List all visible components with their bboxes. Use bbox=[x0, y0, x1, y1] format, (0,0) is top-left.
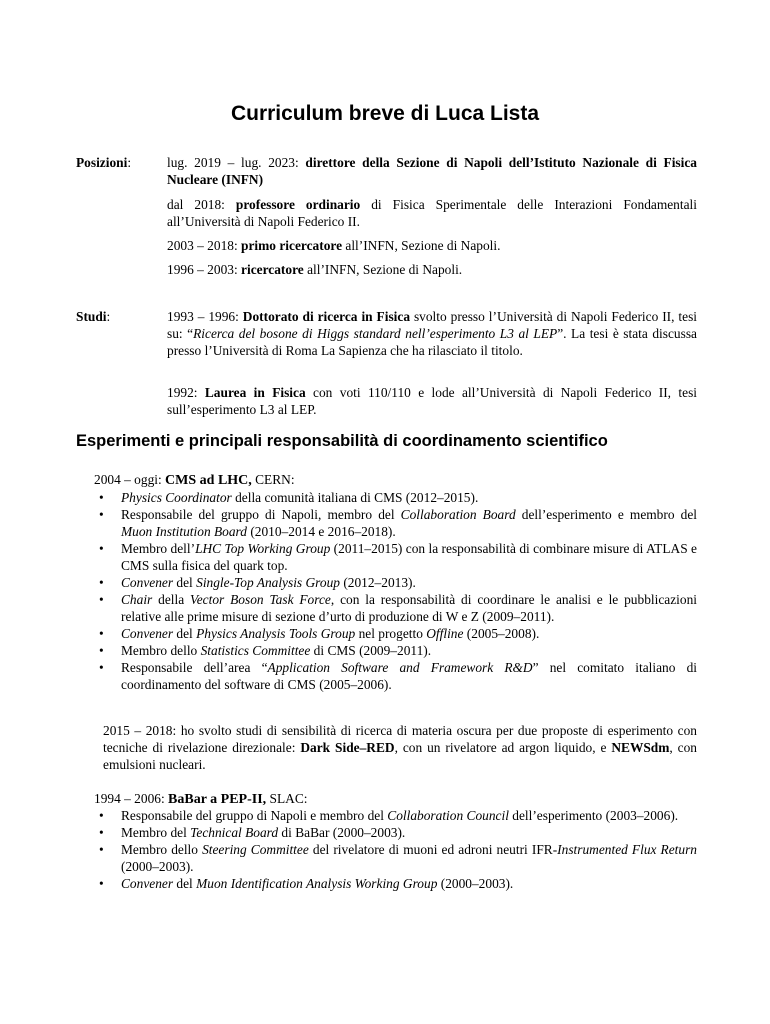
list-item: • Chair della Vector Boson Task Force, con la responsabilità di coordinare le analisi e le pubblicazioni relative alle prime misure di sezione d’urto di produzione di W e Z (2009–2011). bbox=[99, 592, 697, 624]
list-item: • Convener del Muon Identification Analysis Working Group (2000–2003). bbox=[99, 876, 514, 891]
study-entry-phd: 1993 – 1996: Dottorato di ricerca in Fisica svolto presso l’Università di Napoli Federico II, tesi su: “Ricerca del bosone di Higgs standard nell’esperimento L3 al LEP”. La tesi è stata discussa presso l’Università di Roma La Sapienza che ha rilasciato il titolo. bbox=[167, 309, 697, 358]
list-item: • Responsabile dell’area “Application Software and Framework R&D” nel comitato italiano di coordinamento del software di CMS (2005–2006). bbox=[99, 660, 697, 692]
bullet-icon: • bbox=[99, 592, 104, 607]
list-item: • Responsabile del gruppo di Napoli, membro del Collaboration Board dell’esperimento e membro del Muon Institution Board (2010–2014 e 2016–2018). bbox=[99, 507, 698, 539]
bullet-icon: • bbox=[99, 842, 104, 857]
bullet-icon: • bbox=[99, 808, 104, 823]
studies-label: Studi: bbox=[76, 309, 111, 324]
list-item: • Membro dello Steering Committee del rivelatore di muoni ed adroni neutri IFR-Instrumented Flux Return (2000–2003). bbox=[99, 842, 697, 874]
bullet-icon: • bbox=[99, 507, 104, 522]
cms-heading: 2004 – oggi: CMS ad LHC, CERN: bbox=[94, 472, 295, 488]
list-item: • Responsabile del gruppo di Napoli e membro del Collaboration Council dell’esperimento (2003–2006). bbox=[99, 808, 679, 823]
position-entry: 2003 – 2018: primo ricercatore all’INFN, Sezione di Napoli. bbox=[167, 238, 501, 253]
bullet-icon: • bbox=[99, 575, 104, 590]
page-title: Curriculum breve di Luca Lista bbox=[230, 102, 540, 125]
bullet-icon: • bbox=[99, 490, 104, 505]
position-entry: lug. 2019 – lug. 2023: direttore della Sezione di Napoli dell’Istituto Nazionale di Fisica Nucleare (INFN) bbox=[167, 155, 697, 187]
bullet-icon: • bbox=[99, 643, 104, 658]
bullet-icon: • bbox=[99, 660, 104, 675]
positions-label: Posizioni: bbox=[76, 155, 132, 170]
bullet-icon: • bbox=[99, 626, 104, 641]
babar-list bbox=[0, 807, 770, 892]
bullet-icon: • bbox=[99, 825, 104, 840]
position-entry: dal 2018: professore ordinario di Fisica Sperimentale delle Interazioni Fondamentali all’Università di Napoli Federico II. bbox=[167, 197, 697, 229]
list-item: • Convener del Single-Top Analysis Group (2012–2013). bbox=[99, 575, 416, 590]
list-item: • Membro del Technical Board di BaBar (2000–2003). bbox=[99, 825, 406, 840]
list-item: • Convener del Physics Analysis Tools Group nel progetto Offline (2005–2008). bbox=[99, 626, 540, 641]
bullet-icon: • bbox=[99, 541, 104, 556]
dark-matter-paragraph: 2015 – 2018: ho svolto studi di sensibilità di ricerca di materia oscura per due proposte di esperimento con tecniche di rivelazione direzionale: Dark Side–RED, con un rivelatore ad argon liquido, e NEWSdm, con emulsioni nucleari. bbox=[103, 723, 698, 772]
cms-list bbox=[0, 489, 770, 693]
list-item: • Physics Coordinator della comunità italiana di CMS (2012–2015). bbox=[99, 490, 479, 505]
position-entry: 1996 – 2003: ricercatore all’INFN, Sezione di Napoli. bbox=[167, 262, 463, 277]
experiments-heading: Esperimenti e principali responsabilità di coordinamento scientifico bbox=[76, 432, 608, 450]
bullet-icon: • bbox=[99, 876, 104, 891]
list-item: • Membro dello Statistics Committee di CMS (2009–2011). bbox=[99, 643, 432, 658]
study-entry-laurea: 1992: Laurea in Fisica con voti 110/110 e lode all’Università di Napoli Federico II, tesi sull’esperimento L3 al LEP. bbox=[167, 385, 697, 417]
list-item: • Membro dell’LHC Top Working Group (2011–2015) con la responsabilità di combinare misure di ATLAS e CMS sulla fisica del quark top. bbox=[99, 541, 697, 573]
babar-heading: 1994 – 2006: BaBar a PEP-II, SLAC: bbox=[94, 791, 308, 807]
